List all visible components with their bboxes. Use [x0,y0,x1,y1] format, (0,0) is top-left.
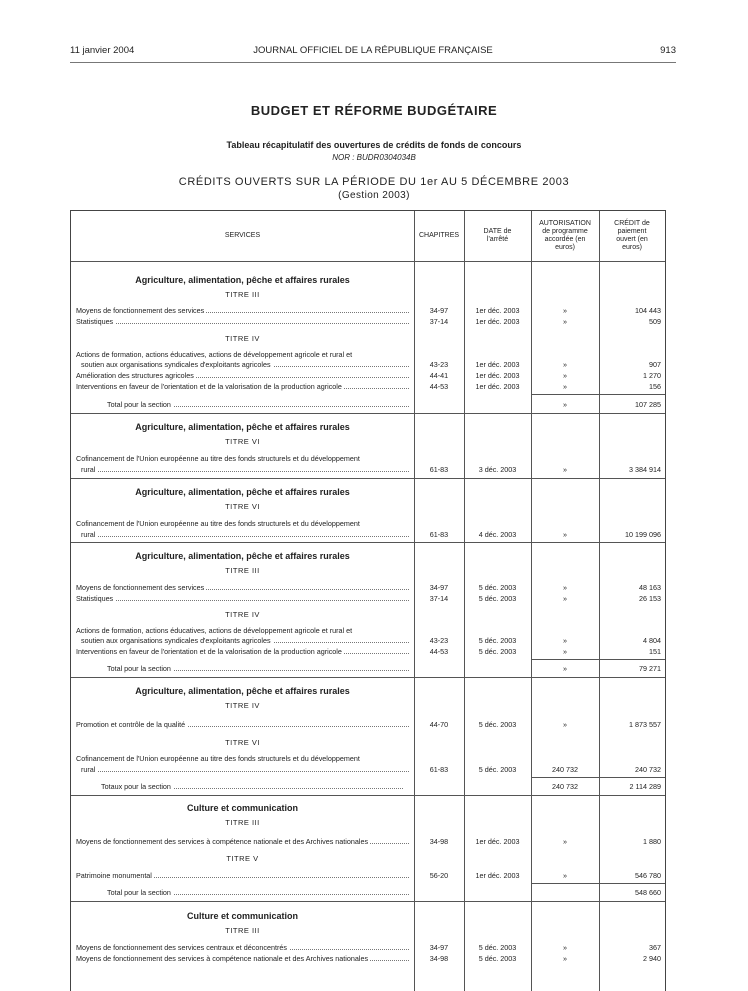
gestion-year: (Gestion 2003) [338,190,410,201]
table-row: Amélioration des structures agricoles 44-41 1er déc. 2003 » 1 270 [76,371,661,380]
titre-heading: TITRE IV [225,610,260,619]
issue-date: 11 janvier 2004 [70,45,135,56]
header-rule [70,62,676,63]
titre-heading: TITRE VI [225,738,260,747]
section-divider [71,901,665,902]
titre-heading: TITRE V [226,854,259,863]
subtotal-rule [531,394,665,395]
header-autorisation: AUTORISATION de programme accordée (en euros) [539,220,591,251]
header-services: SERVICES [224,232,261,239]
section-total-row: Totaux pour la section 240 732 2 114 289 [101,782,661,791]
table-row: Interventions en faveur de l'orientation et de la valorisation de la production agricole 44-53 5 déc. 2003 » 151 [76,647,661,656]
header-chapitres: CHAPITRES [418,232,460,239]
table-row: Moyens de fonctionnement des services 34-97 1er déc. 2003 » 104 443 [76,306,661,315]
section-heading: Agriculture, alimentation, pêche et affaires rurales [135,686,350,696]
table-row: soutien aux organisations syndicales d'exploitants agricoles 43-23 1er déc. 2003 » 907 [81,360,661,369]
row-continuation: Cofinancement de l'Union européenne au titre des fonds structurels et du développement [76,754,360,763]
header-date: DATE de l'arrêté [483,228,512,243]
section-total-row: Total pour la section » 107 285 [107,400,661,409]
subtotal-rule [531,883,665,884]
table-row: Moyens de fonctionnement des services à compétence nationale et des Archives nationales 34-98 1er déc. 2003 » 1 880 [76,837,661,846]
ministry-title: BUDGET ET RÉFORME BUDGÉTAIRE [250,103,498,118]
table-row: Moyens de fonctionnement des services à compétence nationale et des Archives nationales 34-98 5 déc. 2003 » 2 940 [76,954,661,963]
table-row: Moyens de fonctionnement des services 34-97 5 déc. 2003 » 48 163 [76,583,661,592]
section-total-row: Total pour la section » 79 271 [107,664,661,673]
section-heading: Agriculture, alimentation, pêche et affaires rurales [135,275,350,285]
table-row: Statistiques 37-14 1er déc. 2003 » 509 [76,317,661,326]
table-row: soutien aux organisations syndicales d'exploitants agricoles 43-23 5 déc. 2003 » 4 804 [81,636,661,645]
row-continuation: Actions de formation, actions éducatives, actions de développement agricole et rural et [76,626,353,635]
credits-table [70,210,666,991]
table-row: rural 61-83 4 déc. 2003 » 10 199 096 [81,530,661,539]
table-row: rural 61-83 5 déc. 2003 240 732 240 732 [81,765,661,774]
titre-heading: TITRE III [225,818,260,827]
titre-heading: TITRE IV [225,334,260,343]
section-divider [71,478,665,479]
nor-reference: NOR : BUDR0304034B [332,153,416,162]
table-row: Promotion et contrôle de la qualité 44-70 5 déc. 2003 » 1 873 557 [76,720,661,729]
section-divider [71,677,665,678]
subtotal-rule [531,659,665,660]
titre-heading: TITRE III [225,290,260,299]
period-heading: CRÉDITS OUVERTS SUR LA PÉRIODE DU 1er AU 5 DÉCEMBRE 2003 [178,176,570,188]
section-divider [71,542,665,543]
header-credit: CRÉDIT de paiement ouvert (en euros) [614,220,650,251]
section-heading: Agriculture, alimentation, pêche et affaires rurales [135,487,350,497]
table-row: Statistiques 37-14 5 déc. 2003 » 26 153 [76,594,661,603]
row-continuation: Cofinancement de l'Union européenne au titre des fonds structurels et du développement [76,454,360,463]
section-heading: Culture et communication [186,803,298,813]
section-divider [71,795,665,796]
table-row: Moyens de fonctionnement des services centraux et déconcentrés 34-97 5 déc. 2003 » 367 [76,943,661,952]
section-heading: Agriculture, alimentation, pêche et affaires rurales [135,551,350,561]
section-heading: Agriculture, alimentation, pêche et affaires rurales [135,422,350,432]
page-number: 913 [660,45,676,56]
titre-heading: TITRE VI [225,502,260,511]
header-divider [71,261,665,262]
section-heading: Culture et communication [186,911,298,921]
table-row: rural 61-83 3 déc. 2003 » 3 384 914 [81,465,661,474]
section-total-row: Total pour la section 548 660 [107,888,661,897]
table-row: Patrimoine monumental 56-20 1er déc. 2003 » 546 780 [76,871,661,880]
subtotal-rule [531,777,665,778]
titre-heading: TITRE IV [225,701,260,710]
row-continuation: Actions de formation, actions éducatives, actions de développement agricole et rural et [76,350,353,359]
journal-title: JOURNAL OFFICIEL DE LA RÉPUBLIQUE FRANÇAISE [253,45,493,56]
section-divider [71,413,665,414]
row-continuation: Cofinancement de l'Union européenne au titre des fonds structurels et du développement [76,519,360,528]
table-row: Interventions en faveur de l'orientation et de la valorisation de la production agricole 44-53 1er déc. 2003 » 156 [76,382,661,391]
titre-heading: TITRE III [225,566,260,575]
titre-heading: TITRE VI [225,437,260,446]
document-subtitle: Tableau récapitulatif des ouvertures de crédits de fonds de concours [226,140,522,150]
running-header [70,45,676,59]
titre-heading: TITRE III [225,926,260,935]
